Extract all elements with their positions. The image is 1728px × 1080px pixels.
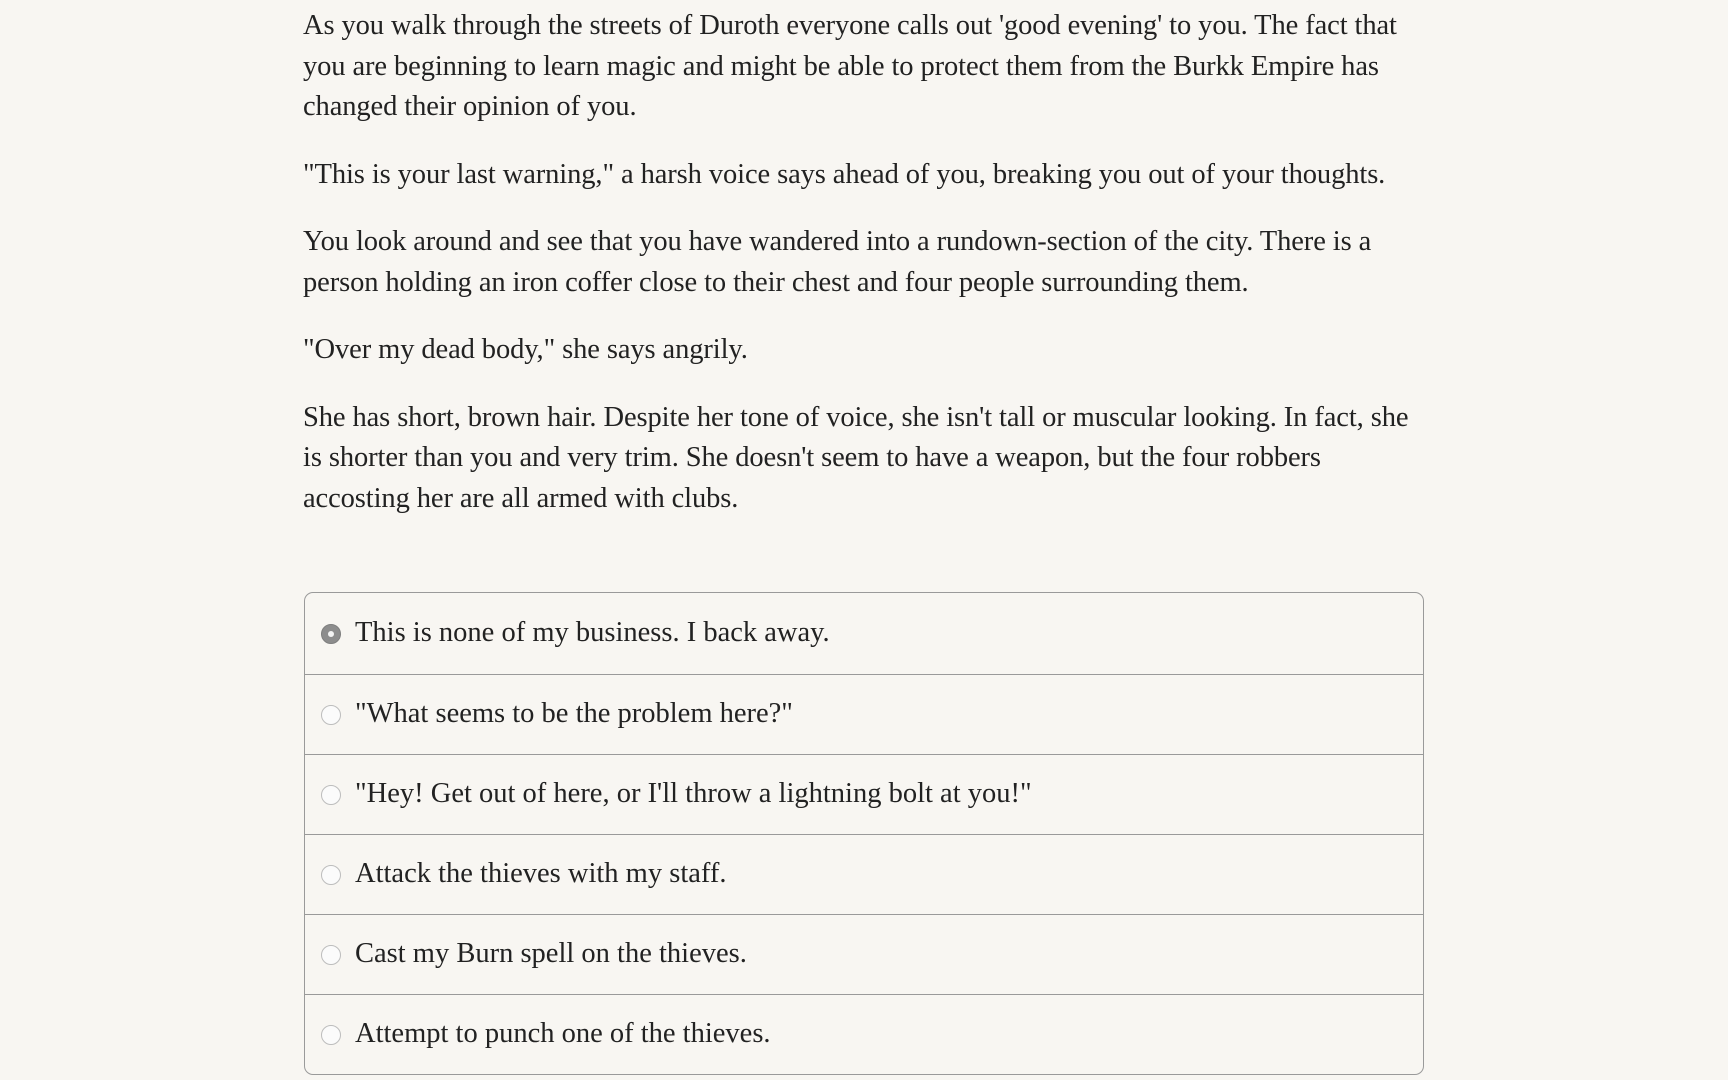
choice-option-ask-problem[interactable] [305,674,1423,754]
choice-option-attack-staff[interactable] [305,834,1423,914]
choice-option-punch-thief[interactable] [305,994,1423,1074]
choice-label: Cast my Burn spell on the thieves. [355,937,747,969]
story-paragraph: As you walk through the streets of Duroth everyone calls out 'good evening' to you. The fact that you are beginning to learn magic and might be able to protect them from the Burkk Empire has changed their opinion of you. [303,10,1397,122]
story-paragraph: "This is your last warning," a harsh voice says ahead of you, breaking you out of your thoughts. [303,158,1386,190]
choice-label: This is none of my business. I back away. [355,616,830,648]
choice-option-cast-burn[interactable] [305,914,1423,994]
choice-label: Attempt to punch one of the thieves. [355,1017,771,1049]
choice-label: "Hey! Get out of here, or I'll throw a lightning bolt at you!" [355,777,1032,809]
story-paragraph: She has short, brown hair. Despite her tone of voice, she isn't tall or muscular looking. In fact, she is shorter than you and very trim. She doesn't seem to have a weapon, but the four robbers accosting her are all armed with clubs. [303,401,1409,514]
choice-option-back-away[interactable] [305,593,1423,674]
story-text [303,6,1423,546]
radio-selected-icon[interactable] [321,624,341,644]
radio-unselected-icon[interactable] [321,705,341,725]
choice-option-threaten-lightning[interactable] [305,754,1423,834]
story-paragraph: You look around and see that you have wandered into a rundown-section of the city. There is a person holding an iron coffer close to their chest and four people surrounding them. [303,226,1372,298]
choice-label: Attack the thieves with my staff. [355,857,727,889]
radio-unselected-icon[interactable] [321,865,341,885]
choice-label: "What seems to be the problem here?" [355,697,793,729]
radio-unselected-icon[interactable] [321,1025,341,1045]
radio-unselected-icon[interactable] [321,945,341,965]
choice-list [304,592,1424,1075]
radio-unselected-icon[interactable] [321,785,341,805]
story-paragraph: "Over my dead body," she says angrily. [303,334,748,365]
